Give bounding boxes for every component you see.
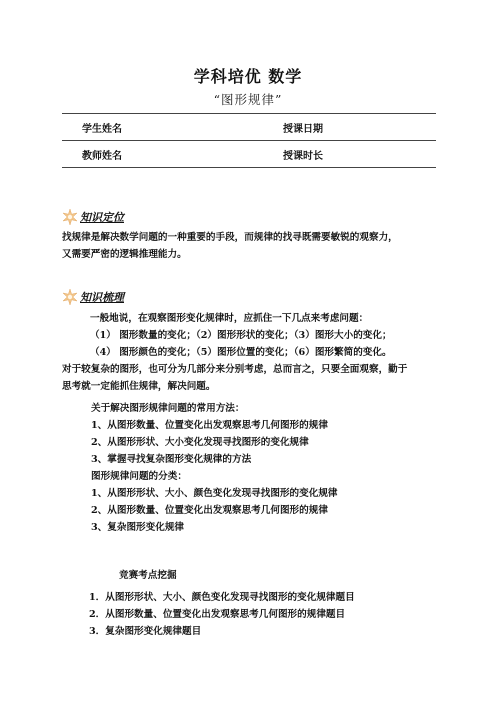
text-line: （4） 图形颜色的变化；（5）图形位置的变化；（6）图形繁简的变化。 <box>90 347 392 358</box>
text-line: （1） 图形数量的变化；（2）图形形状的变化；（3）图形大小的变化； <box>90 330 392 341</box>
page-title: 学科培优 数学 <box>193 67 303 86</box>
list-item: 1、从图形形状、大小、颜色变化发现寻找图形的变化规律 <box>91 488 338 499</box>
text-line: 又需要严密的逻辑推理能力。 <box>62 249 187 260</box>
list-item: 2．从图形数量、位置变化出发观察思考几何图形的规律题目 <box>89 609 346 620</box>
info-table <box>62 113 436 168</box>
section1-body <box>62 229 398 263</box>
list-item: 2、从图形形状、大小变化发现寻找图形的变化规律 <box>91 437 309 448</box>
text-line: 思考就一定能抓住规律，解决问题。 <box>62 381 216 392</box>
text-line: 关于解决图形规律问题的常用方法： <box>91 403 245 414</box>
table-row <box>62 114 436 141</box>
section-heading-text: 知识梳理 <box>80 291 124 304</box>
page-subtitle: “图形规律” <box>213 92 283 107</box>
table-row <box>62 141 436 168</box>
list-item: 1、从图形数量、位置变化出发观察思考几何图形的规律 <box>91 420 328 431</box>
section2-body <box>62 310 442 395</box>
star-burst-icon <box>62 289 78 305</box>
list-item: 1．从图形形状、大小、颜色变化发现寻找图形的变化规律题目 <box>89 592 355 603</box>
list-item: 3、复杂图形变化规律 <box>91 522 185 533</box>
text-line: 找规律是解决数学问题的一种重要的手段，而规律的找寻既需要敏锐的观察力， <box>62 232 398 243</box>
competition-heading: 竞赛考点挖掘 <box>119 570 177 581</box>
list-item: 2、从图形数量、位置变化出发观察思考几何图形的规律 <box>91 505 328 516</box>
list-item: 3、掌握寻找复杂图形变化规律的方法 <box>91 454 252 465</box>
section-heading-text: 知识定位 <box>80 211 124 224</box>
text-line: 一般地说，在观察图形变化规律时，应抓住一下几点来考虑问题： <box>90 313 369 324</box>
teacher-name-label: 教师姓名 <box>62 141 268 168</box>
student-name-label: 学生姓名 <box>62 114 268 141</box>
star-burst-icon <box>62 209 78 225</box>
text-line: 对于较复杂的图形，也可分为几部分来分别考虑，总而言之，只要全面观察，勤于 <box>62 364 408 375</box>
lesson-date-label: 授课日期 <box>268 114 436 141</box>
section-heading-knowledge-review <box>62 289 124 305</box>
text-line: 图形规律问题的分类： <box>91 471 187 482</box>
lesson-duration-label: 授课时长 <box>268 141 436 168</box>
competition-list <box>89 589 355 640</box>
methods-list <box>91 400 338 536</box>
list-item: 3．复杂图形变化规律题目 <box>89 626 202 637</box>
section-heading-knowledge-position <box>62 209 124 225</box>
